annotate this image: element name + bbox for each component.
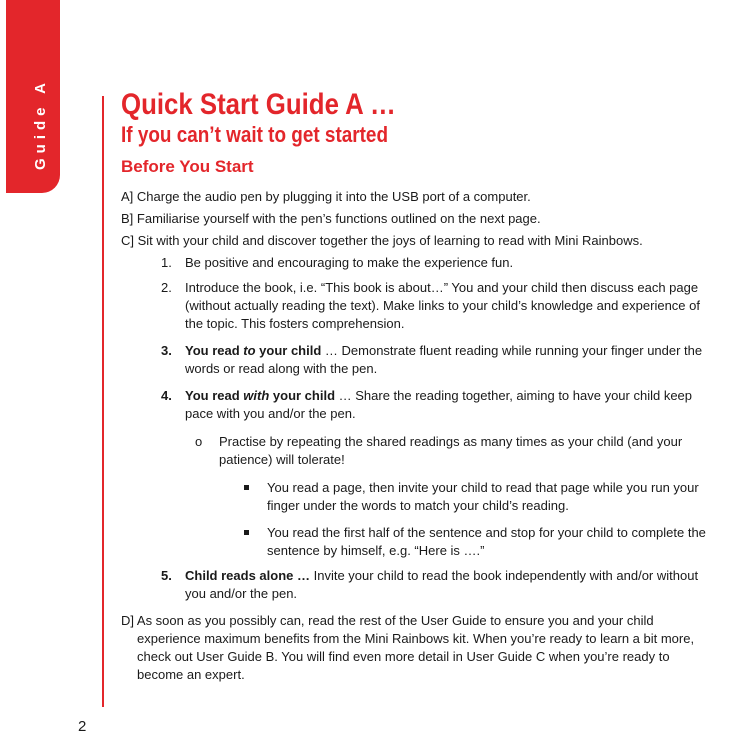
square-list	[219, 479, 711, 560]
margin-rule	[102, 96, 104, 707]
steps-list	[121, 254, 711, 603]
step-number: 1.	[161, 255, 172, 270]
step-5	[161, 567, 711, 603]
step-number: 5.	[161, 568, 172, 583]
step-text: Introduce the book, i.e. “This book is about…” You and your child then discuss each page (without actually reading the text). Make links to your child’s knowledge and experience of the topic. This fosters comprehension.	[185, 280, 700, 331]
guide-tab	[6, 0, 60, 193]
paragraph-d: D] As soon as you possibly can, read the rest of the User Guide to ensure you and your child experience maximum benefits from the Mini Rainbows kit. When you’re ready to learn a bit more, check out User Guide B. You will find even more detail in User Guide C when you’re ready to become an expert.	[121, 613, 695, 682]
circle-bullet: o	[195, 434, 203, 449]
page-title: Quick Start Guide A …	[121, 88, 396, 121]
page-content	[121, 88, 711, 688]
step-number: 2.	[161, 280, 172, 295]
step-text: … Demonstrate fluent reading while running your finger under the words or read along with the pen.	[185, 343, 703, 376]
sub-item	[195, 433, 711, 560]
step-2	[161, 279, 711, 333]
step-number: 3.	[161, 343, 172, 358]
paragraph-b: B] Familiarise yourself with the pen’s functions outlined on the next page.	[121, 211, 541, 226]
step-text: … Share the reading together, aiming to have your child keep pace with you and/or the pen.	[185, 388, 693, 421]
step-text: Be positive and encouraging to make the experience fun.	[185, 255, 514, 270]
step-1	[161, 254, 711, 272]
square-item	[267, 479, 711, 515]
step-lead: You read with your child	[185, 388, 336, 403]
step-3	[161, 342, 711, 378]
square-item-text: You read the first half of the sentence and stop for your child to complete the sentence by himself, e.g. “Here is ….”	[267, 525, 706, 558]
square-bullet-icon	[244, 485, 249, 490]
paragraph-c: C] Sit with your child and discover together the joys of learning to read with Mini Rainbows.	[121, 233, 643, 248]
square-item	[267, 524, 711, 560]
square-item-text: You read a page, then invite your child to read that page while you run your finger under the words to match your child’s reading.	[267, 480, 699, 513]
paragraph-a: A] Charge the audio pen by plugging it into the USB port of a computer.	[121, 189, 531, 204]
page-number: 2	[78, 718, 87, 735]
step-text: Invite your child to read the book independently with and/or without you and/or the pen.	[185, 568, 699, 601]
section-heading: Before You Start	[121, 157, 254, 176]
page-subtitle: If you can’t wait to get started	[121, 122, 389, 147]
step-lead: Child reads alone …	[185, 568, 310, 583]
sub-item-text: Practise by repeating the shared readings as many times as your child (and your patience) will tolerate!	[219, 434, 683, 467]
step-lead: You read to your child	[185, 343, 322, 358]
step-4	[161, 387, 711, 560]
guide-tab-label: Guide A	[32, 78, 49, 170]
square-bullet-icon	[244, 530, 249, 535]
step-number: 4.	[161, 388, 172, 403]
sub-list	[185, 433, 711, 560]
